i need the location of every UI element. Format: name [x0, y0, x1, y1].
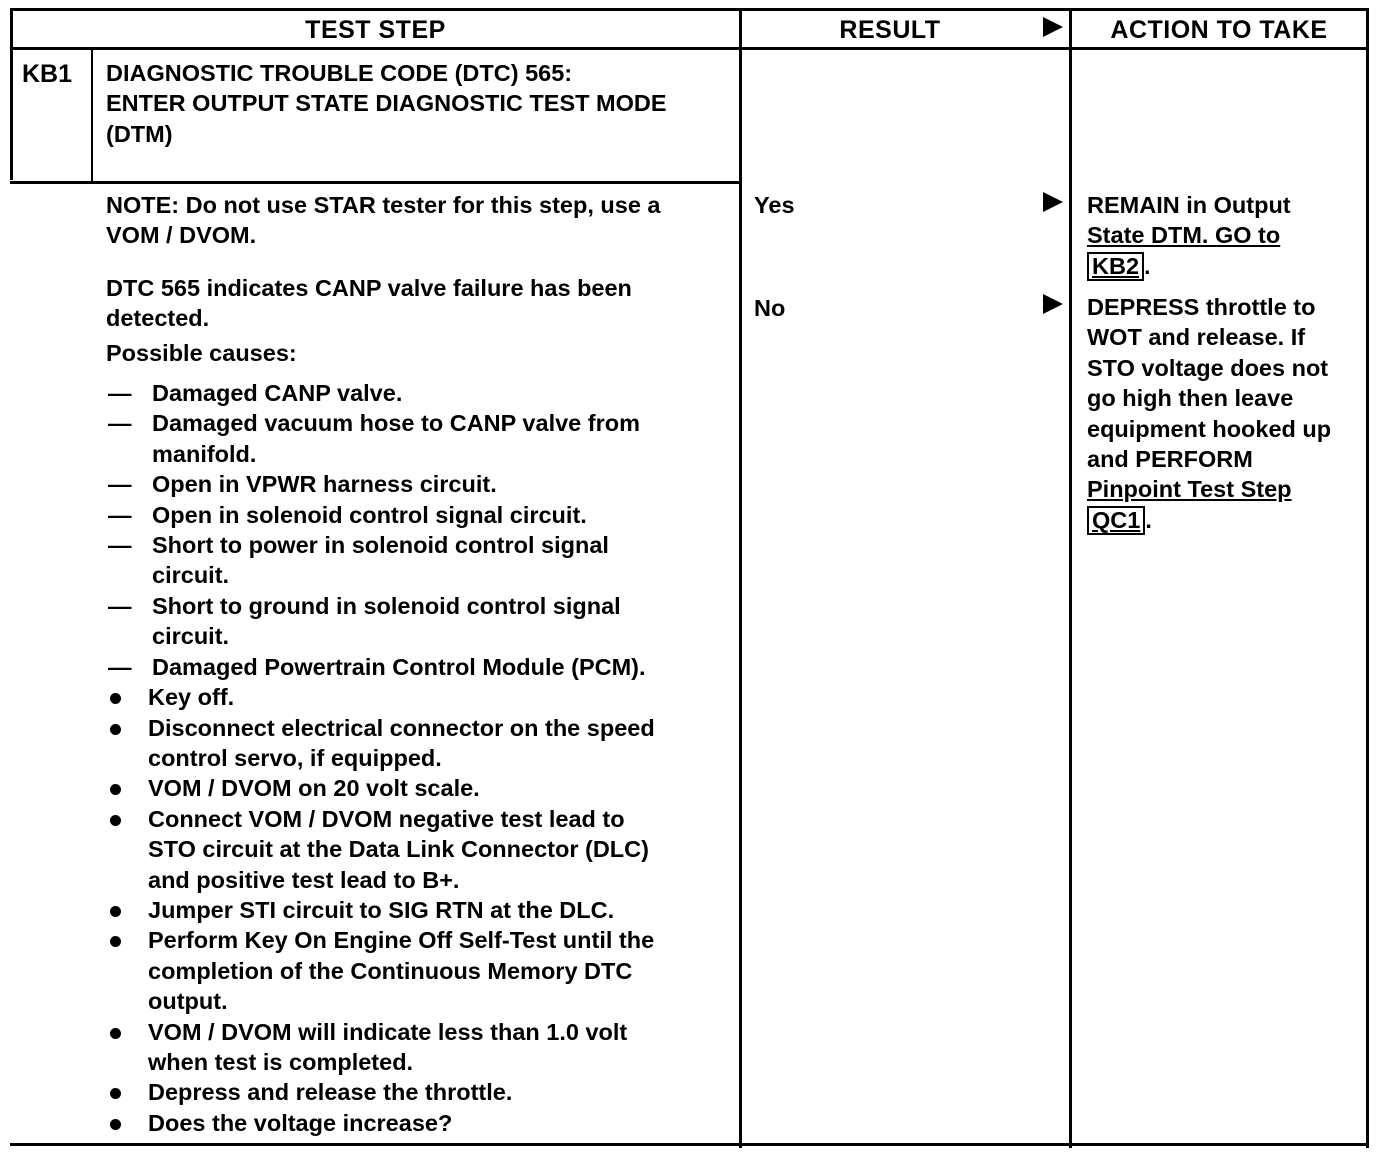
causes-list — [106, 378, 726, 682]
bullet-dot-icon — [110, 936, 121, 947]
step-procedure — [106, 190, 726, 1138]
step-title-line: DIAGNOSTIC TROUBLE CODE (DTC) 565: — [106, 60, 573, 86]
table-bottom-border — [10, 1143, 1368, 1146]
action-line — [1087, 474, 1367, 504]
dash-marker: — — [108, 380, 132, 407]
dash-marker: — — [108, 653, 132, 680]
cause-item — [106, 408, 726, 469]
bullet-dot-icon — [110, 1088, 121, 1099]
action-line: equipment hooked up — [1087, 415, 1332, 442]
cause-line: Damaged CANP valve. — [152, 380, 403, 407]
bullet-item — [106, 895, 726, 925]
note-line: NOTE: Do not use STAR tester for this step, use a — [106, 192, 661, 218]
bullet-line: Connect VOM / DVOM negative test lead to — [148, 805, 625, 832]
action-punctuation: . — [1145, 506, 1152, 533]
bullet-line: STO circuit at the Data Link Connector (DLC) — [148, 836, 649, 863]
action-line — [1087, 505, 1367, 535]
header-action: ACTION TO TAKE — [1110, 16, 1328, 44]
bullet-dot-icon — [110, 784, 121, 795]
bullet-item — [106, 773, 726, 803]
table-top-border — [10, 8, 1368, 11]
action-yes — [1087, 190, 1367, 281]
action-line: and PERFORM — [1087, 446, 1253, 473]
action-punctuation: . — [1144, 252, 1151, 279]
bullet-line: Jumper STI circuit to SIG RTN at the DLC. — [148, 896, 615, 923]
bullet-line: Depress and release the throttle. — [148, 1079, 513, 1106]
note — [106, 190, 726, 251]
causes-heading: Possible causes: — [106, 339, 297, 366]
cause-line: Short to ground in solenoid control signal — [152, 592, 621, 619]
bullet-line: completion of the Continuous Memory DTC — [148, 957, 633, 984]
cause-line: Open in solenoid control signal circuit. — [152, 501, 587, 528]
bullet-line: Key off. — [148, 684, 235, 711]
dash-marker: — — [108, 532, 132, 559]
step-id-divider — [91, 48, 93, 182]
action-line — [1087, 220, 1367, 250]
bullet-dot-icon — [110, 1119, 121, 1130]
action-line: go high then leave — [1087, 385, 1294, 412]
action-underlined-text: Pinpoint Test Step — [1087, 476, 1292, 503]
cause-line: manifold. — [152, 440, 257, 467]
step-title-line: (DTM) — [106, 120, 173, 147]
header-result: RESULT — [839, 16, 941, 44]
bullet-line: and positive test lead to B+. — [148, 866, 460, 893]
cause-item — [106, 530, 726, 591]
result-yes: Yes — [754, 192, 795, 218]
dtc-line: DTC 565 indicates CANP valve failure has been — [106, 274, 632, 301]
step-id: KB1 — [22, 60, 73, 88]
cause-item — [106, 378, 726, 408]
bullet-dot-icon — [110, 1028, 121, 1039]
cause-item — [106, 591, 726, 652]
action-line: WOT and release. If — [1087, 324, 1306, 351]
cause-line: circuit. — [152, 623, 230, 650]
cause-line: circuit. — [152, 562, 230, 589]
bullet-item — [106, 804, 726, 895]
cause-line: Open in VPWR harness circuit. — [152, 471, 497, 498]
action-column-left-border — [1069, 8, 1072, 1148]
cause-line: Short to power in solenoid control signal — [152, 532, 609, 559]
note-line: VOM / DVOM. — [106, 222, 257, 249]
cause-item — [106, 500, 726, 530]
result-no: No — [754, 295, 786, 321]
dtc-line: detected. — [106, 305, 210, 332]
bullet-dot-icon — [110, 693, 121, 704]
bullet-line: VOM / DVOM will indicate less than 1.0 volt — [148, 1018, 628, 1045]
result-column-left-border — [739, 8, 742, 1148]
bullet-item — [106, 1017, 726, 1078]
bullet-line: when test is completed. — [148, 1048, 414, 1075]
dash-marker: — — [108, 410, 132, 437]
dash-marker: — — [108, 592, 132, 619]
bullet-line: control servo, if equipped. — [148, 744, 442, 771]
bullet-item — [106, 1108, 726, 1138]
bullet-line: output. — [148, 988, 228, 1015]
cause-line: Damaged vacuum hose to CANP valve from — [152, 410, 640, 437]
bullet-line: Disconnect electrical connector on the speed — [148, 714, 655, 741]
bullet-line: Perform Key On Engine Off Self-Test until the — [148, 927, 655, 954]
result-yes-arrow-icon — [1043, 192, 1063, 212]
bullet-line: Does the voltage increase? — [148, 1109, 453, 1136]
bullet-item — [106, 925, 726, 1016]
cause-item — [106, 652, 726, 682]
step-reference-kb2[interactable]: KB2 — [1087, 252, 1144, 281]
step-title-line: ENTER OUTPUT STATE DIAGNOSTIC TEST MODE — [106, 90, 667, 117]
table-right-border — [1366, 8, 1369, 1148]
dtc-description — [106, 273, 726, 334]
action-line: STO voltage does not — [1087, 354, 1329, 381]
bullet-item — [106, 682, 726, 712]
cause-line: Damaged Powertrain Control Module (PCM). — [152, 653, 646, 680]
header-arrow-icon — [1043, 17, 1063, 37]
bullet-dot-icon — [110, 815, 121, 826]
action-line — [1087, 251, 1367, 281]
bullet-dot-icon — [110, 906, 121, 917]
step-reference-qc1[interactable]: QC1 — [1087, 506, 1145, 535]
bullet-line: VOM / DVOM on 20 volt scale. — [148, 775, 480, 802]
bullet-item — [106, 1077, 726, 1107]
bullet-item — [106, 713, 726, 774]
action-line: DEPRESS throttle to — [1087, 294, 1316, 320]
cause-item — [106, 469, 726, 499]
procedure-bullets — [106, 682, 726, 1138]
action-underlined-text: State DTM. GO to — [1087, 222, 1281, 249]
step-title — [106, 58, 731, 149]
result-no-arrow-icon — [1043, 294, 1063, 314]
bullet-dot-icon — [110, 724, 121, 735]
title-bottom-border — [10, 181, 740, 184]
dash-marker: — — [108, 501, 132, 528]
action-no — [1087, 292, 1367, 535]
header-test-step: TEST STEP — [305, 16, 446, 44]
dash-marker: — — [108, 471, 132, 498]
action-line: REMAIN in Output — [1087, 192, 1291, 218]
